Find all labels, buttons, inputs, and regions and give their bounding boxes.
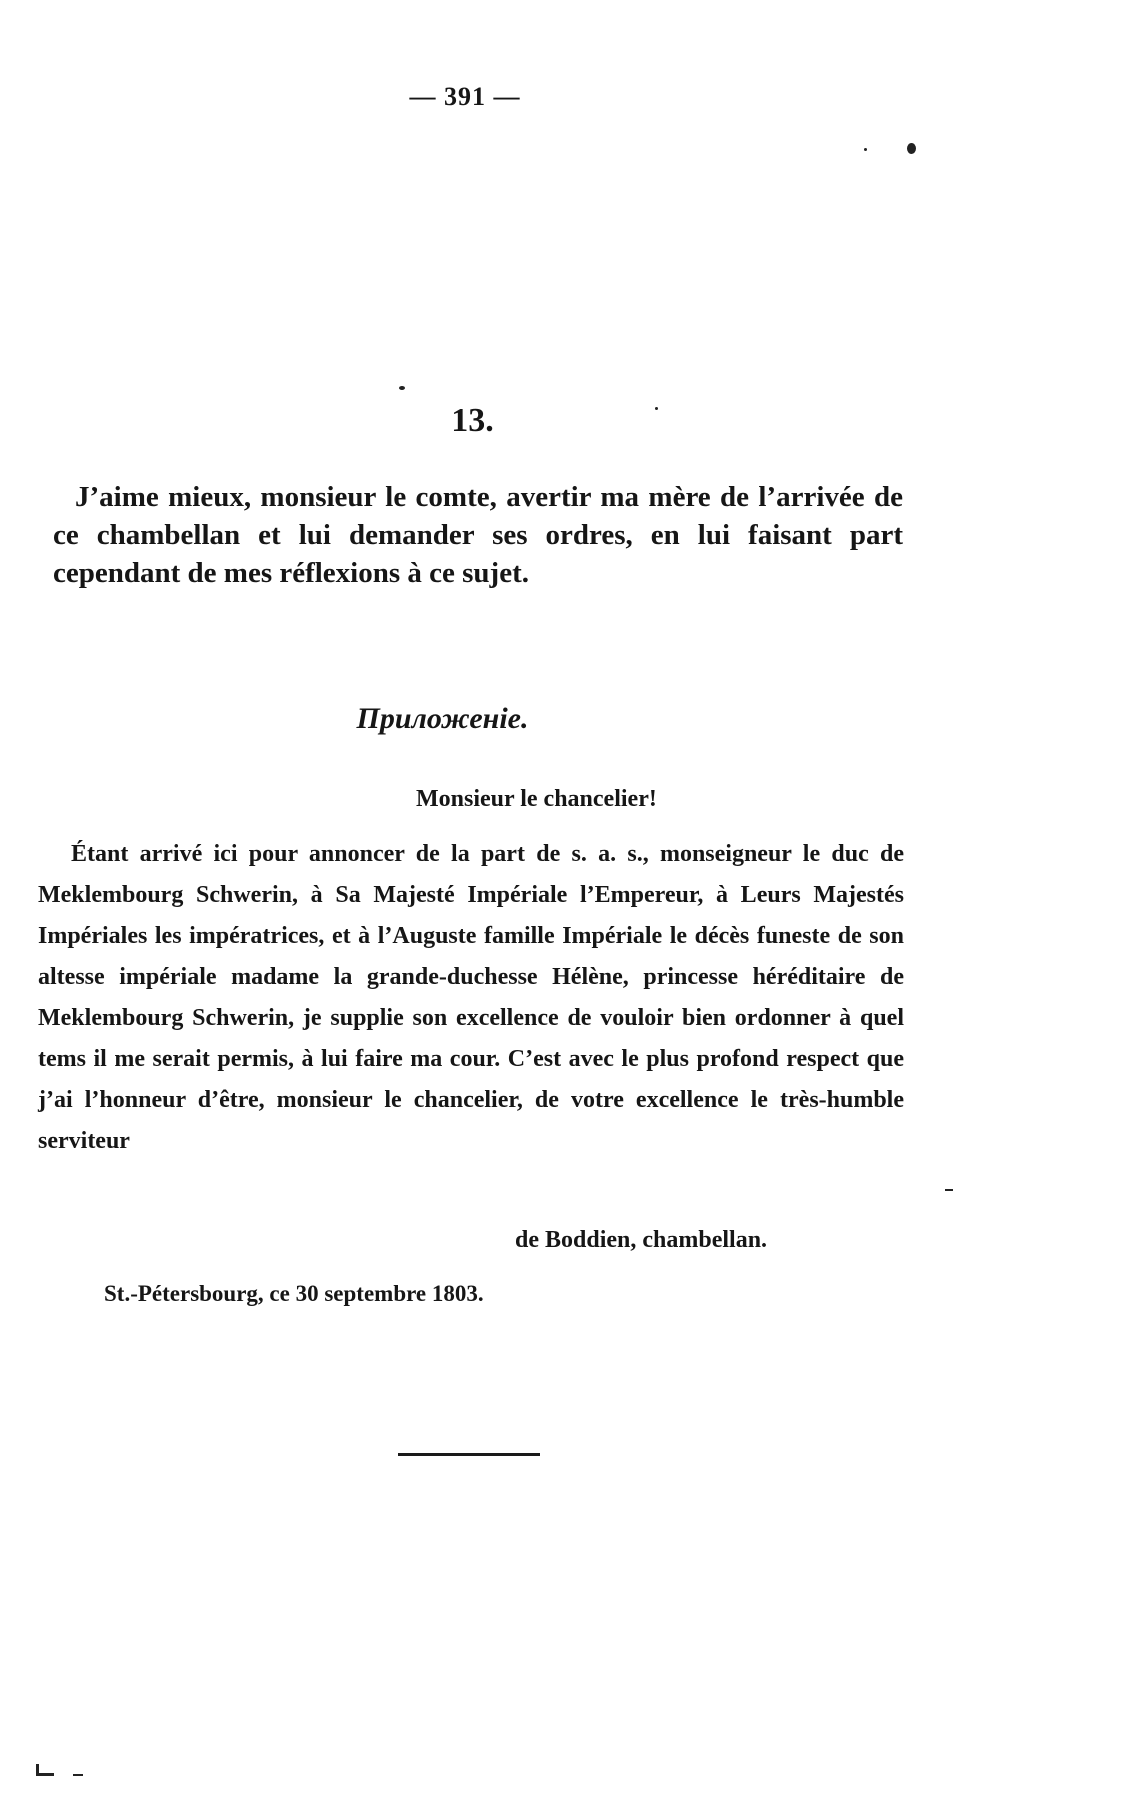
scan-speck [945,1189,953,1191]
main-paragraph: J’aime mieux, monsieur le comte, avertir ma mère de l’arrivée de ce chambellan et lui demander ses ordres, en lui faisant part cependant de mes réflexions à ce sujet. [53,481,903,589]
scan-speck [399,386,405,390]
scan-speck [864,148,867,151]
scan-speck [655,407,658,410]
scan-speck [907,143,916,154]
section-divider [398,1453,540,1456]
appendix-heading: Приложеніе. [356,702,529,735]
place-date-line: St.-Pétersbourg, ce 30 septembre 1803. [104,1281,484,1306]
letter-salutation: Monsieur le chancelier! [416,786,657,812]
letter-signature: de Boddien, chambellan. [515,1227,768,1253]
letter-body: Étant arrivé ici pour annoncer de la part de s. a. s., monseigneur le duc de Meklembourg Schwerin, à Sa Majesté Impériale l’Empereur, à Leurs Majestés Impériales les impératrices, et à l’Auguste famille Impériale le décès funeste de son altesse impériale madame la grande-duchesse Hélène, princesse héréditaire de Meklembourg Schwerin, je supplie son excellence de vouloir bien ordonner à quel tems il me serait permis, à lui faire ma cour. C’est avec le plus profond respect que j’ai l’honneur d’être, monsieur le chancelier, de votre excellence le très-humble serviteur [38,841,904,1154]
document-number: 13. [451,402,494,439]
scan-speck [36,1764,39,1773]
scan-speck [36,1773,54,1776]
page-number: — 391 — [409,82,521,111]
scan-speck [73,1774,83,1776]
